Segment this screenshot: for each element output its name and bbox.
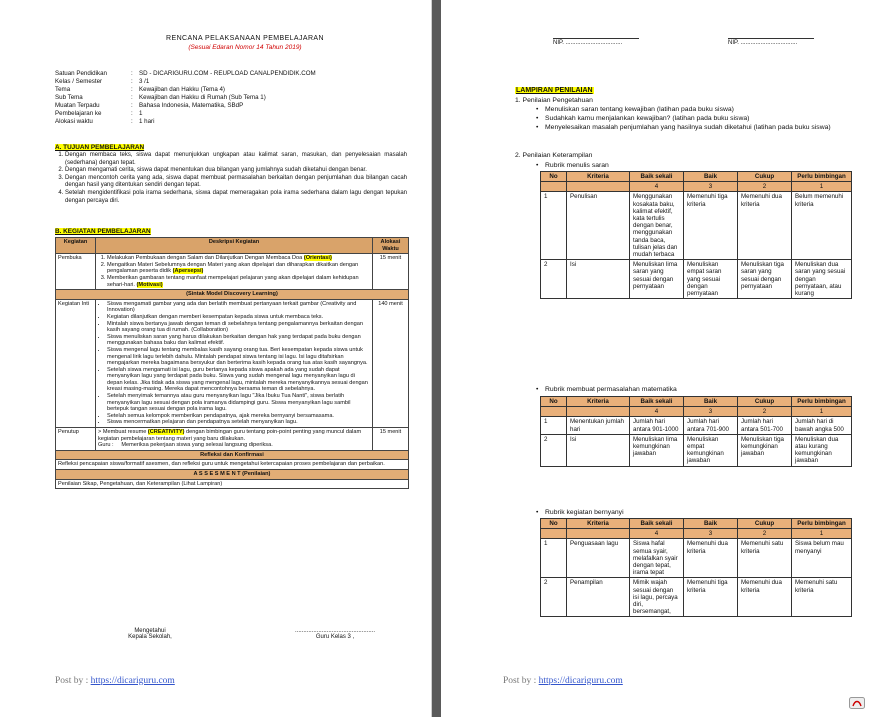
identity-colon: :: [131, 118, 133, 125]
identity-value: Kewajiban dan Hakku (Tema 4): [139, 86, 225, 93]
tujuan-item: 2. Dengan mengamati cerita, siswa dapat menentukan dua bilangan yang jumlahnya sudah diketahui dengan benar.: [65, 167, 407, 175]
pengetahuan-item-1: • Menuliskan saran tentang kewajiban (latihan pada buku siswa): [545, 106, 855, 114]
rubric-cell-c3: Memenuhi tiga kriteria: [684, 192, 738, 260]
rubric-header-row: [541, 172, 852, 182]
rubrik-2-title: • Rubrik membuat permasalahan matematika: [545, 386, 855, 394]
inti-item: • Kegiatan dilanjutkan dengan memberi kesempatan kepada siswa untuk membaca teks.: [107, 314, 370, 321]
rubric-cell-c4: Mimik wajah sesuai dengan isi lagu, percaya diri, bersemangat,: [630, 578, 684, 617]
rubric-head-b: Baik: [684, 519, 738, 529]
pembuka-item: 1. Melakukan Pembukaan dengan Salam dan Dilanjutkan Dengan Membaca Doa (Orientasi): [107, 255, 370, 262]
inti-item: • Siswa mencermatkan pelajaran dan pendapatnya setelah menyanyikan lagu.: [107, 419, 370, 426]
footer-left: Post by : https://dicariguru.com: [55, 676, 175, 686]
rubric-cell-c3: Memenuhi tiga kriteria: [684, 578, 738, 617]
rubric-score: 1: [792, 529, 852, 539]
inti-item: • Mintalah siswa bertanya jawab dengan teman di sebelahnya tentang pengalamannya berkaitan dengan kasih sayang orang tua di rumah. (Collaboration): [107, 321, 370, 334]
rubric-cell-c1: Menuliskan dua atau kurang kemungkinan jawaban: [792, 434, 852, 466]
footer-link-left[interactable]: https://dicariguru.com: [90, 676, 175, 686]
rubric-head-bs: Baik sekali: [630, 397, 684, 407]
rubric-score-blank: [567, 182, 630, 192]
inti-item: • Siswa mengenal lagu tentang membalas kasih sayang orang tua. Beri kesempatan kepada siswa untuk mengenal lirik lagu terlebih dahulu. Mintalah pendapat siswa tentang isi lagu. Isi lagu ditafsirkan mengajarkan mereka bagaimana bersyukur dan berterima kasih kepada orang tua atas kasih sayangnya.: [107, 347, 370, 367]
rubric-cell-c3: Menuliskan empat kemungkinan jawaban: [684, 434, 738, 466]
identity-colon: :: [131, 78, 133, 85]
rubric-cell-c2: Memenuhi satu kriteria: [738, 539, 792, 578]
penutup-label: Penutup: [56, 428, 96, 451]
rubric-cell-no: 1: [541, 192, 567, 260]
rubric-score: 2: [738, 182, 792, 192]
identity-value: Bahasa Indonesia, Matematika, SBdP: [139, 102, 244, 109]
asesmen-text: Penilaian Sikap, Pengetahuan, dan Keterampilan (Lihat Lampiran): [56, 479, 409, 489]
rubrik-menulis-saran-table: [540, 171, 852, 299]
rubric-header-row: [541, 397, 852, 407]
rubric-cell-c3: Jumlah hari antara 701-900: [684, 417, 738, 434]
inti-item: • Siswa menuliskan saran yang harus dilakukan berkaitan dengan hak yang terdapat pada buku dengan menggunakan bahasa baku dan kalimat efektif.: [107, 334, 370, 347]
tujuan-item: 1. Dengan membaca teks, siswa dapat menunjukkan ungkapan atau kalimat saran, masukan, dan penyelesaian masalah (sederhana) dengan tepat.: [65, 152, 407, 167]
rubric-cell-c4: Menggunakan kosakata baku, kalimat efektif, kata tertulis dengan benar, menggunakan tanda baca, tulisan jelas dan mudah terbaca: [630, 192, 684, 260]
identity-key: Tema: [55, 86, 71, 93]
rubric-row: [541, 434, 852, 466]
identity-key: Kelas / Semester: [55, 78, 103, 85]
inti-time: 140 menit: [373, 299, 409, 427]
identity-key: Pembelajaran ke: [55, 110, 102, 117]
rubric-head-kriteria: Kriteria: [567, 172, 630, 182]
lampiran-heading: LAMPIRAN PENILAIAN: [516, 87, 593, 94]
rubric-cell-c1: Menuliskan dua saran yang sesuai dengan pernyataan, atau kurang: [792, 260, 852, 299]
rubric-head-c: Cukup: [738, 519, 792, 529]
rubric-cell-c1: Belum memenuhi kriteria: [792, 192, 852, 260]
inti-item: • Setelah siswa mengamati isi lagu, guru bertanya kepada siswa apakah ada yang sudah dapat menyanyikan lagu yang terdapat pada buku. Siswa yang sudah mengenal lagu menyanyikan lagu di depan kelas. Jika tidak ada siswa yang mengenal lagu, mintalah mereka menyanyikannya sesuai dengan kreasi masing-masing. Mereka dapat mencontohnya bersama teman di sebelahnya.: [107, 367, 370, 393]
rubric-cell-k: Menentukan jumlah hari: [567, 417, 630, 434]
section-b-heading: B. KEGIATAN PEMBELAJARAN: [55, 228, 151, 235]
rpp-title: RENCANA PELAKSANAAN PEMBELAJARAN: [166, 35, 324, 42]
rubric-cell-no: 1: [541, 539, 567, 578]
rubric-head-c: Cukup: [738, 397, 792, 407]
pengetahuan-item-2: • Sudahkah kamu menjalankan kewajiban? (latihan pada buku siswa): [545, 115, 855, 123]
rubric-cell-c2: Memenuhi dua kriteria: [738, 192, 792, 260]
pembuka-label: Pembuka: [56, 254, 96, 290]
rubric-cell-no: 2: [541, 260, 567, 299]
rubric-cell-c3: Memenuhi dua kriteria: [684, 539, 738, 578]
sign-mengetahui: Mengetahui: [134, 628, 166, 634]
penilaian-pengetahuan: 1. Penilaian Pengetahuan: [515, 97, 593, 104]
rubric-cell-c1: Jumlah hari di bawah angka 500: [792, 417, 852, 434]
pembuka-time: 15 menit: [373, 254, 409, 290]
rubric-head-bs: Baik sekali: [630, 519, 684, 529]
rubric-row: [541, 578, 852, 617]
rubric-score: 3: [684, 182, 738, 192]
rubric-score-blank: [541, 182, 567, 192]
rubric-cell-k: Penampilan: [567, 578, 630, 617]
rubric-cell-k: Isi: [567, 260, 630, 299]
rubric-score: 3: [684, 529, 738, 539]
keg-head-deskripsi: Deskripsi Kegiatan: [96, 238, 373, 254]
rubric-head-no: No: [541, 519, 567, 529]
tujuan-list: [55, 152, 407, 205]
nip-line-right: [728, 38, 814, 39]
identity-key: Alokasi waktu: [55, 118, 93, 125]
rubric-head-pb: Perlu bimbingan: [792, 519, 852, 529]
rubric-score-row: [541, 182, 852, 192]
pembuka-desc: [96, 254, 373, 290]
rubric-row: [541, 417, 852, 434]
inti-item: • Setelah semua kelompok memberikan pendapatnya, ajak mereka bernyanyi bersamasama.: [107, 413, 370, 420]
inti-item: • Siswa mengamati gambar yang ada dan berlatih membuat pertanyaan terkait gambar (Creativity and Innovation): [107, 301, 370, 314]
penutup-desc: > Membuat resume (CREATIVITY) dengan bimbingan guru tentang poin-point penting yang muncul dalam kegiatan pembelajaran tentang materi yang baru dilakukan. Guru : Memeriksa pekerjaan siswa yang selesai langsung diperiksa.: [96, 428, 373, 451]
inti-desc: [96, 299, 373, 427]
rubrik-matematika-table: [540, 396, 852, 467]
refleksi-text: Refleksi pencapaian siswa/formatif asesmen, dan refleksi guru untuk mengetahui ketercapaian proses pembelajaran dan perbaikan.: [56, 460, 409, 470]
refleksi-bar: Refleksi dan Konfirmasi: [56, 450, 409, 460]
asesmen-bar: A S S E S M E N T (Penilaian): [56, 470, 409, 480]
rubric-head-bs: Baik sekali: [630, 172, 684, 182]
rubric-cell-c1: Memenuhi satu kriteria: [792, 578, 852, 617]
identity-key: Satuan Pendidikan: [55, 70, 107, 77]
rubric-cell-k: Penguasaan lagu: [567, 539, 630, 578]
identity-value: 1: [139, 110, 143, 117]
identity-row: [55, 78, 318, 86]
identity-row: [55, 86, 318, 94]
section-a-heading: A. TUJUAN PEMBELAJARAN: [55, 144, 145, 151]
identity-colon: :: [131, 86, 133, 93]
rubric-cell-no: 2: [541, 578, 567, 617]
rubric-cell-k: Isi: [567, 434, 630, 466]
rubric-head-kriteria: Kriteria: [567, 519, 630, 529]
keg-head-kegiatan: Kegiatan: [56, 238, 96, 254]
rubric-cell-c4: Menuliskan lima kemungkinan jawaban: [630, 434, 684, 466]
rubric-score: 1: [792, 182, 852, 192]
rubric-cell-k: Penulisan: [567, 192, 630, 260]
page-divider: [432, 0, 441, 717]
rubric-row: [541, 260, 852, 299]
rubric-score: 4: [630, 529, 684, 539]
rubric-score: 2: [738, 407, 792, 417]
identity-colon: :: [131, 70, 133, 77]
nip-line-left: [553, 38, 639, 39]
identity-row: [55, 94, 318, 102]
identity-colon: :: [131, 102, 133, 109]
pengetahuan-item-3: • Menyelesaikan masalah penjumlahan yang hasilnya sudah diketahui (latihan pada buku siswa): [545, 124, 855, 132]
rubric-score: 1: [792, 407, 852, 417]
penilaian-keterampilan: 2. Penilaian Keterampilan: [515, 152, 593, 159]
rubric-head-pb: Perlu bimbingan: [792, 397, 852, 407]
keg-head-alokasi: Alokasi Waktu: [373, 238, 409, 254]
rubric-cell-c2: Jumlah hari antara 501-700: [738, 417, 792, 434]
identity-colon: :: [131, 110, 133, 117]
rubric-score-blank: [541, 529, 567, 539]
footer-right: Post by : https://dicariguru.com: [503, 676, 623, 686]
sign-kepala-sekolah: Kepala Sekolah,: [128, 634, 172, 640]
identity-value: Kewajiban dan Hakku di Rumah (Sub Tema 1): [139, 94, 266, 101]
identity-key: Muatan Terpadu: [55, 102, 100, 109]
penutup-time: 15 menit: [373, 428, 409, 451]
identity-row: [55, 102, 318, 110]
rpp-subtitle: (Sesuai Edaran Nomor 14 Tahun 2019): [188, 44, 302, 51]
rubric-score-row: [541, 407, 852, 417]
rubrik-bernyanyi-table: [540, 518, 852, 617]
identity-row: [55, 110, 318, 118]
rubric-row: [541, 539, 852, 578]
sintak-bar: (Sintak Model Discovery Learning): [56, 290, 409, 300]
identity-value: 3 /1: [139, 78, 150, 85]
rubric-cell-no: 1: [541, 417, 567, 434]
rubric-cell-c3: Menuliskan empat saran yang sesuai dengan pernyataan: [684, 260, 738, 299]
pembuka-item: 3. Memberikan gambaran tentang manfaat mempelajari pelajaran yang akan dipelajari dalam kehidupan sehari-hari. (Motivasi): [107, 275, 370, 288]
rubric-score: 4: [630, 407, 684, 417]
adobe-reader-icon[interactable]: [849, 697, 865, 709]
rubric-cell-c4: Jumlah hari antara 901-1000: [630, 417, 684, 434]
inti-item: • Setelah menyimak temannya atau guru menyanyikan lagu "Jika Ibuku Tua Nanti", siswa berlatih menyanyikan lagu sesuai dengan pola iramanya didampingi guru. Siswa menyanyikan lagu sambil bertepuk tangan sesuai dengan pola irama lagu.: [107, 393, 370, 413]
rubric-score-blank: [541, 407, 567, 417]
identity-value: 1 hari: [139, 118, 155, 125]
rubric-head-b: Baik: [684, 397, 738, 407]
identity-colon: :: [131, 94, 133, 101]
rubrik-3-title: • Rubrik kegiatan bernyanyi: [545, 509, 855, 517]
rubric-score: 4: [630, 182, 684, 192]
identity-row: [55, 70, 318, 78]
footer-link-right[interactable]: https://dicariguru.com: [538, 676, 623, 686]
rubric-cell-c4: Siswa hafal semua syair, melafalkan syair dengan tepat, irama tepat: [630, 539, 684, 578]
rubric-cell-c4: Menuliskan lima saran yang sesuai dengan pernyataan: [630, 260, 684, 299]
pembuka-item: 2. Mengaitkan Materi Sebelumnya dengan Materi yang akan dipelajari dan diharapkan dikaitkan dengan pengalaman peserta didik (Apersepsi): [107, 262, 370, 275]
tujuan-item: 3. Dengan mencontoh cerita yang ada, siswa dapat membuat permasalahan berkaitan dengan penjumlahan dua bilangan cacah dengan hasil yang ditentukan sendiri dengan tepat.: [65, 175, 407, 190]
rubric-head-no: No: [541, 397, 567, 407]
rubric-score-blank: [567, 529, 630, 539]
rubric-head-no: No: [541, 172, 567, 182]
sign-guru-kelas: Guru Kelas 3 ,: [315, 634, 355, 640]
nip-left: NIP. ..................................: [553, 40, 623, 46]
kegiatan-table: [55, 237, 409, 489]
document-page-left: [0, 0, 432, 717]
nip-right: NIP. ..................................: [728, 40, 798, 46]
rubric-cell-c1: Siswa belum mau menyanyi: [792, 539, 852, 578]
identity-row: [55, 118, 318, 126]
rubric-head-b: Baik: [684, 172, 738, 182]
rubric-score-blank: [567, 407, 630, 417]
identity-key: Sub Tema: [55, 94, 83, 101]
rubric-cell-c2: Memenuhi dua kriteria: [738, 578, 792, 617]
rubric-cell-c2: Menuliskan tiga saran yang sesuai dengan pernyataan: [738, 260, 792, 299]
rubric-cell-c2: Menuliskan tiga kemungkinan jawaban: [738, 434, 792, 466]
rubric-score: 3: [684, 407, 738, 417]
rubric-head-pb: Perlu bimbingan: [792, 172, 852, 182]
rubric-head-kriteria: Kriteria: [567, 397, 630, 407]
rubric-header-row: [541, 519, 852, 529]
rubric-head-c: Cukup: [738, 172, 792, 182]
tujuan-item: 4. Setelah mengidentifikasi pola irama sederhana, siswa dapat memeragakan pola irama sederhana dalam lagu dengan tepukan dengan percaya diri.: [65, 190, 407, 205]
rubric-score-row: [541, 529, 852, 539]
rubric-row: [541, 192, 852, 260]
rubric-cell-no: 2: [541, 434, 567, 466]
sign-dots: ................................................: [294, 628, 375, 634]
inti-label: Kegiatan Inti: [56, 299, 96, 427]
identity-table: [55, 70, 318, 126]
identity-value: SD - DICARIGURU.COM - REUPLOAD CANALPENDIDIK.COM: [139, 70, 316, 77]
rubric-score: 2: [738, 529, 792, 539]
rubrik-1-title: • Rubrik menulis saran: [545, 162, 855, 170]
